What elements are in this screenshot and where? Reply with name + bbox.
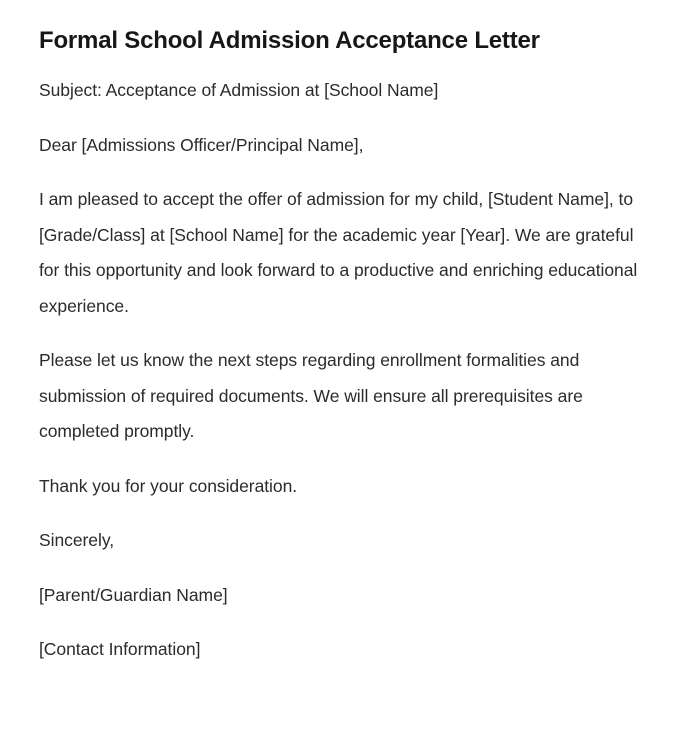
body-paragraph-2: Please let us know the next steps regarding enrollment formalities and submission of required documents. We will ensure all prerequisites are completed promptly. <box>39 350 583 441</box>
signature-contact: [Contact Information] <box>39 639 201 659</box>
salutation: Dear [Admissions Officer/Principal Name], <box>39 134 364 155</box>
page-title: Formal School Admission Acceptance Letter <box>39 27 540 54</box>
body-paragraph-1: I am pleased to accept the offer of admission for my child, [Student Name], to [Grade/Class] at [School Name] for the academic year [Year]. We are grateful for this opportunity and look forward to a productive and enriching educational experience. <box>39 189 638 316</box>
closing-thanks: Thank you for your consideration. <box>39 475 298 496</box>
signoff: Sincerely, <box>39 530 115 550</box>
subject-line: Subject: Acceptance of Admission at [School Name] <box>39 80 439 100</box>
signature-name: [Parent/Guardian Name] <box>39 584 228 605</box>
letter-body <box>39 73 638 668</box>
